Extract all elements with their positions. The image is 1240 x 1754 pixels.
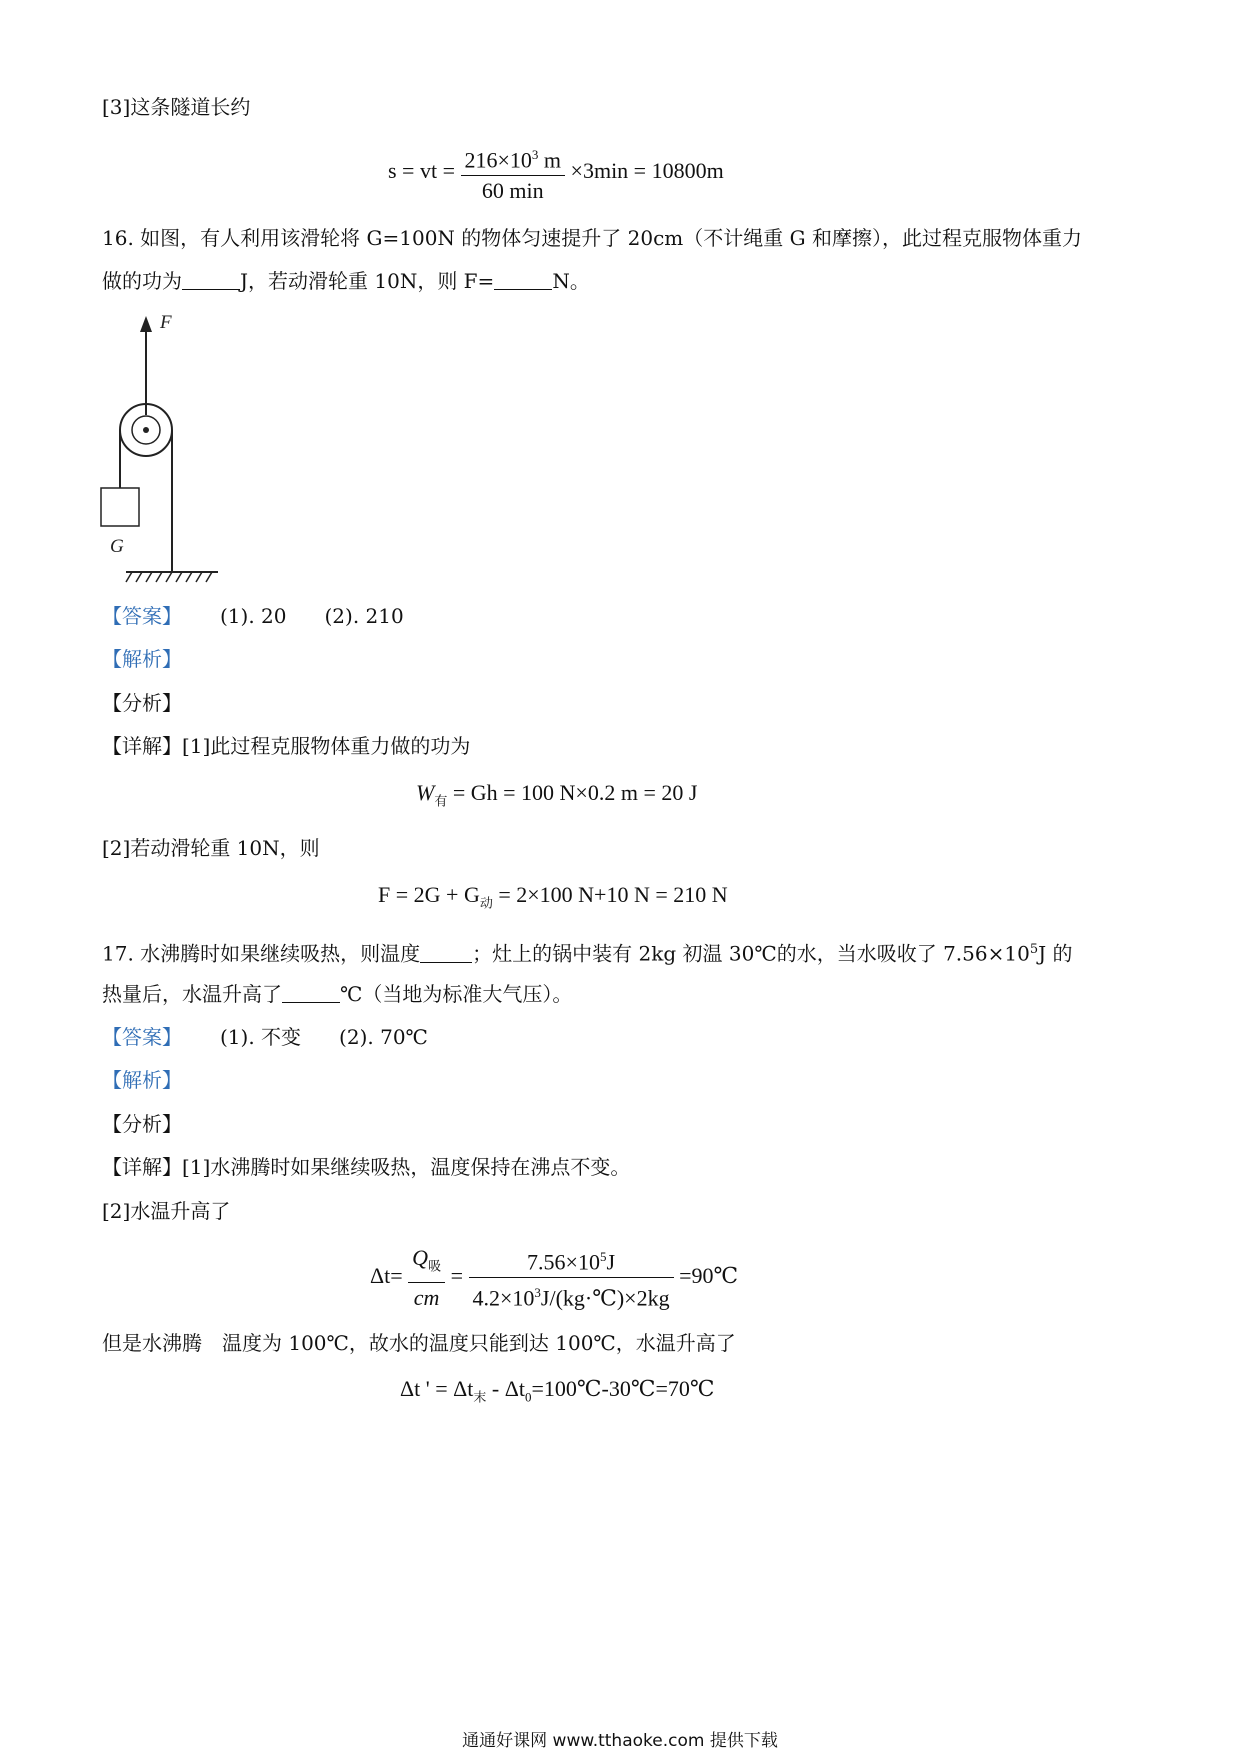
q17-stem-line1: 17. 水沸腾时如果继续吸热，则温度 ；灶上的锅中装有 2kg 初温 30℃的水，当水吸收了 $7.56\times 10^5J$ 的: [102, 941, 1073, 966]
q17-stem-line2: 热量后，水温升高了 ℃（当地为标准大气压）。: [102, 982, 573, 1006]
q17-rise-formula: Δt ' = $\Delta t_末$ - $\Delta t_0=100℃-30℃=70℃$: [400, 1376, 715, 1405]
q16-detail-2: [2]若动滑轮重 10N，则: [102, 836, 320, 860]
q16-answer-row: [102, 603, 404, 629]
force-label: F: [160, 312, 172, 333]
answer-1: (1). 20: [220, 604, 287, 628]
q16-work-formula: $W_有 = Gh = 100$ N×0.2 m = 20 J: [416, 780, 698, 809]
q17-analysis-tag: 【解析】: [102, 1068, 182, 1092]
answer-tag: 【答案】: [102, 604, 182, 628]
q17-answer-row: [102, 1024, 428, 1050]
q16-force-formula: $F = 2G + G_动 = 2\times 100$ N+10 N = 210 N: [378, 882, 728, 911]
footer-watermark: 通通好课网 www.tthaoke.com 提供下载: [462, 1731, 778, 1751]
fraction: $\frac{216\times 10^3 m}{60 \min}$: [461, 140, 566, 206]
answer-blank-2: [494, 271, 552, 290]
weight-label: G: [110, 536, 124, 557]
answer-tag: 【答案】: [102, 1025, 182, 1049]
q17-temp-formula: Δt= $\frac{Q_吸}{cm}$ = $\frac{7.56\times 10^5J}{4.2\times 10^3J/(kg\cdot℃)\times 2kg}$ =90℃: [370, 1242, 738, 1314]
answer-blank-1: [420, 944, 472, 963]
q16-analysis-tag: 【解析】: [102, 647, 182, 671]
formula-lhs: s = vt =: [388, 158, 455, 184]
formula-rhs: ×3min = 10800m: [570, 158, 724, 184]
answer-blank-2: [282, 984, 340, 1003]
force-arrow-icon: [140, 316, 152, 332]
answer-2: (2). 210: [324, 604, 404, 628]
answer-2: (2). 70℃: [339, 1025, 428, 1049]
q16-stem-line1: 16. 如图，有人利用该滑轮将 G=100N 的物体匀速提升了 20cm（不计绳重 G 和摩擦），此过程克服物体重力: [102, 226, 1082, 250]
pulley-diagram: [96, 310, 226, 590]
q16-detail-1: 【详解】[1]此过程克服物体重力做的功为: [102, 734, 471, 758]
q17-detail-2: [2]水温升高了: [102, 1199, 231, 1223]
weight-block: [101, 488, 139, 526]
step3-label: [3]这条隧道长约: [102, 95, 251, 119]
q17-fenxi-tag: 【分析】: [102, 1112, 182, 1136]
q17-detail-1: 【详解】[1]水沸腾时如果继续吸热，温度保持在沸点不变。: [102, 1155, 631, 1179]
tunnel-length-formula: [388, 140, 724, 206]
q17-detail-3: 但是水沸腾 温度为 100℃，故水的温度只能到达 100℃，水温升高了: [102, 1331, 736, 1355]
answer-1: (1). 不变: [220, 1025, 302, 1049]
q16-stem-line2: 做的功为 J，若动滑轮重 10N，则 F= N。: [102, 269, 590, 293]
q16-fenxi-tag: 【分析】: [102, 691, 182, 715]
answer-blank-1: [182, 271, 240, 290]
